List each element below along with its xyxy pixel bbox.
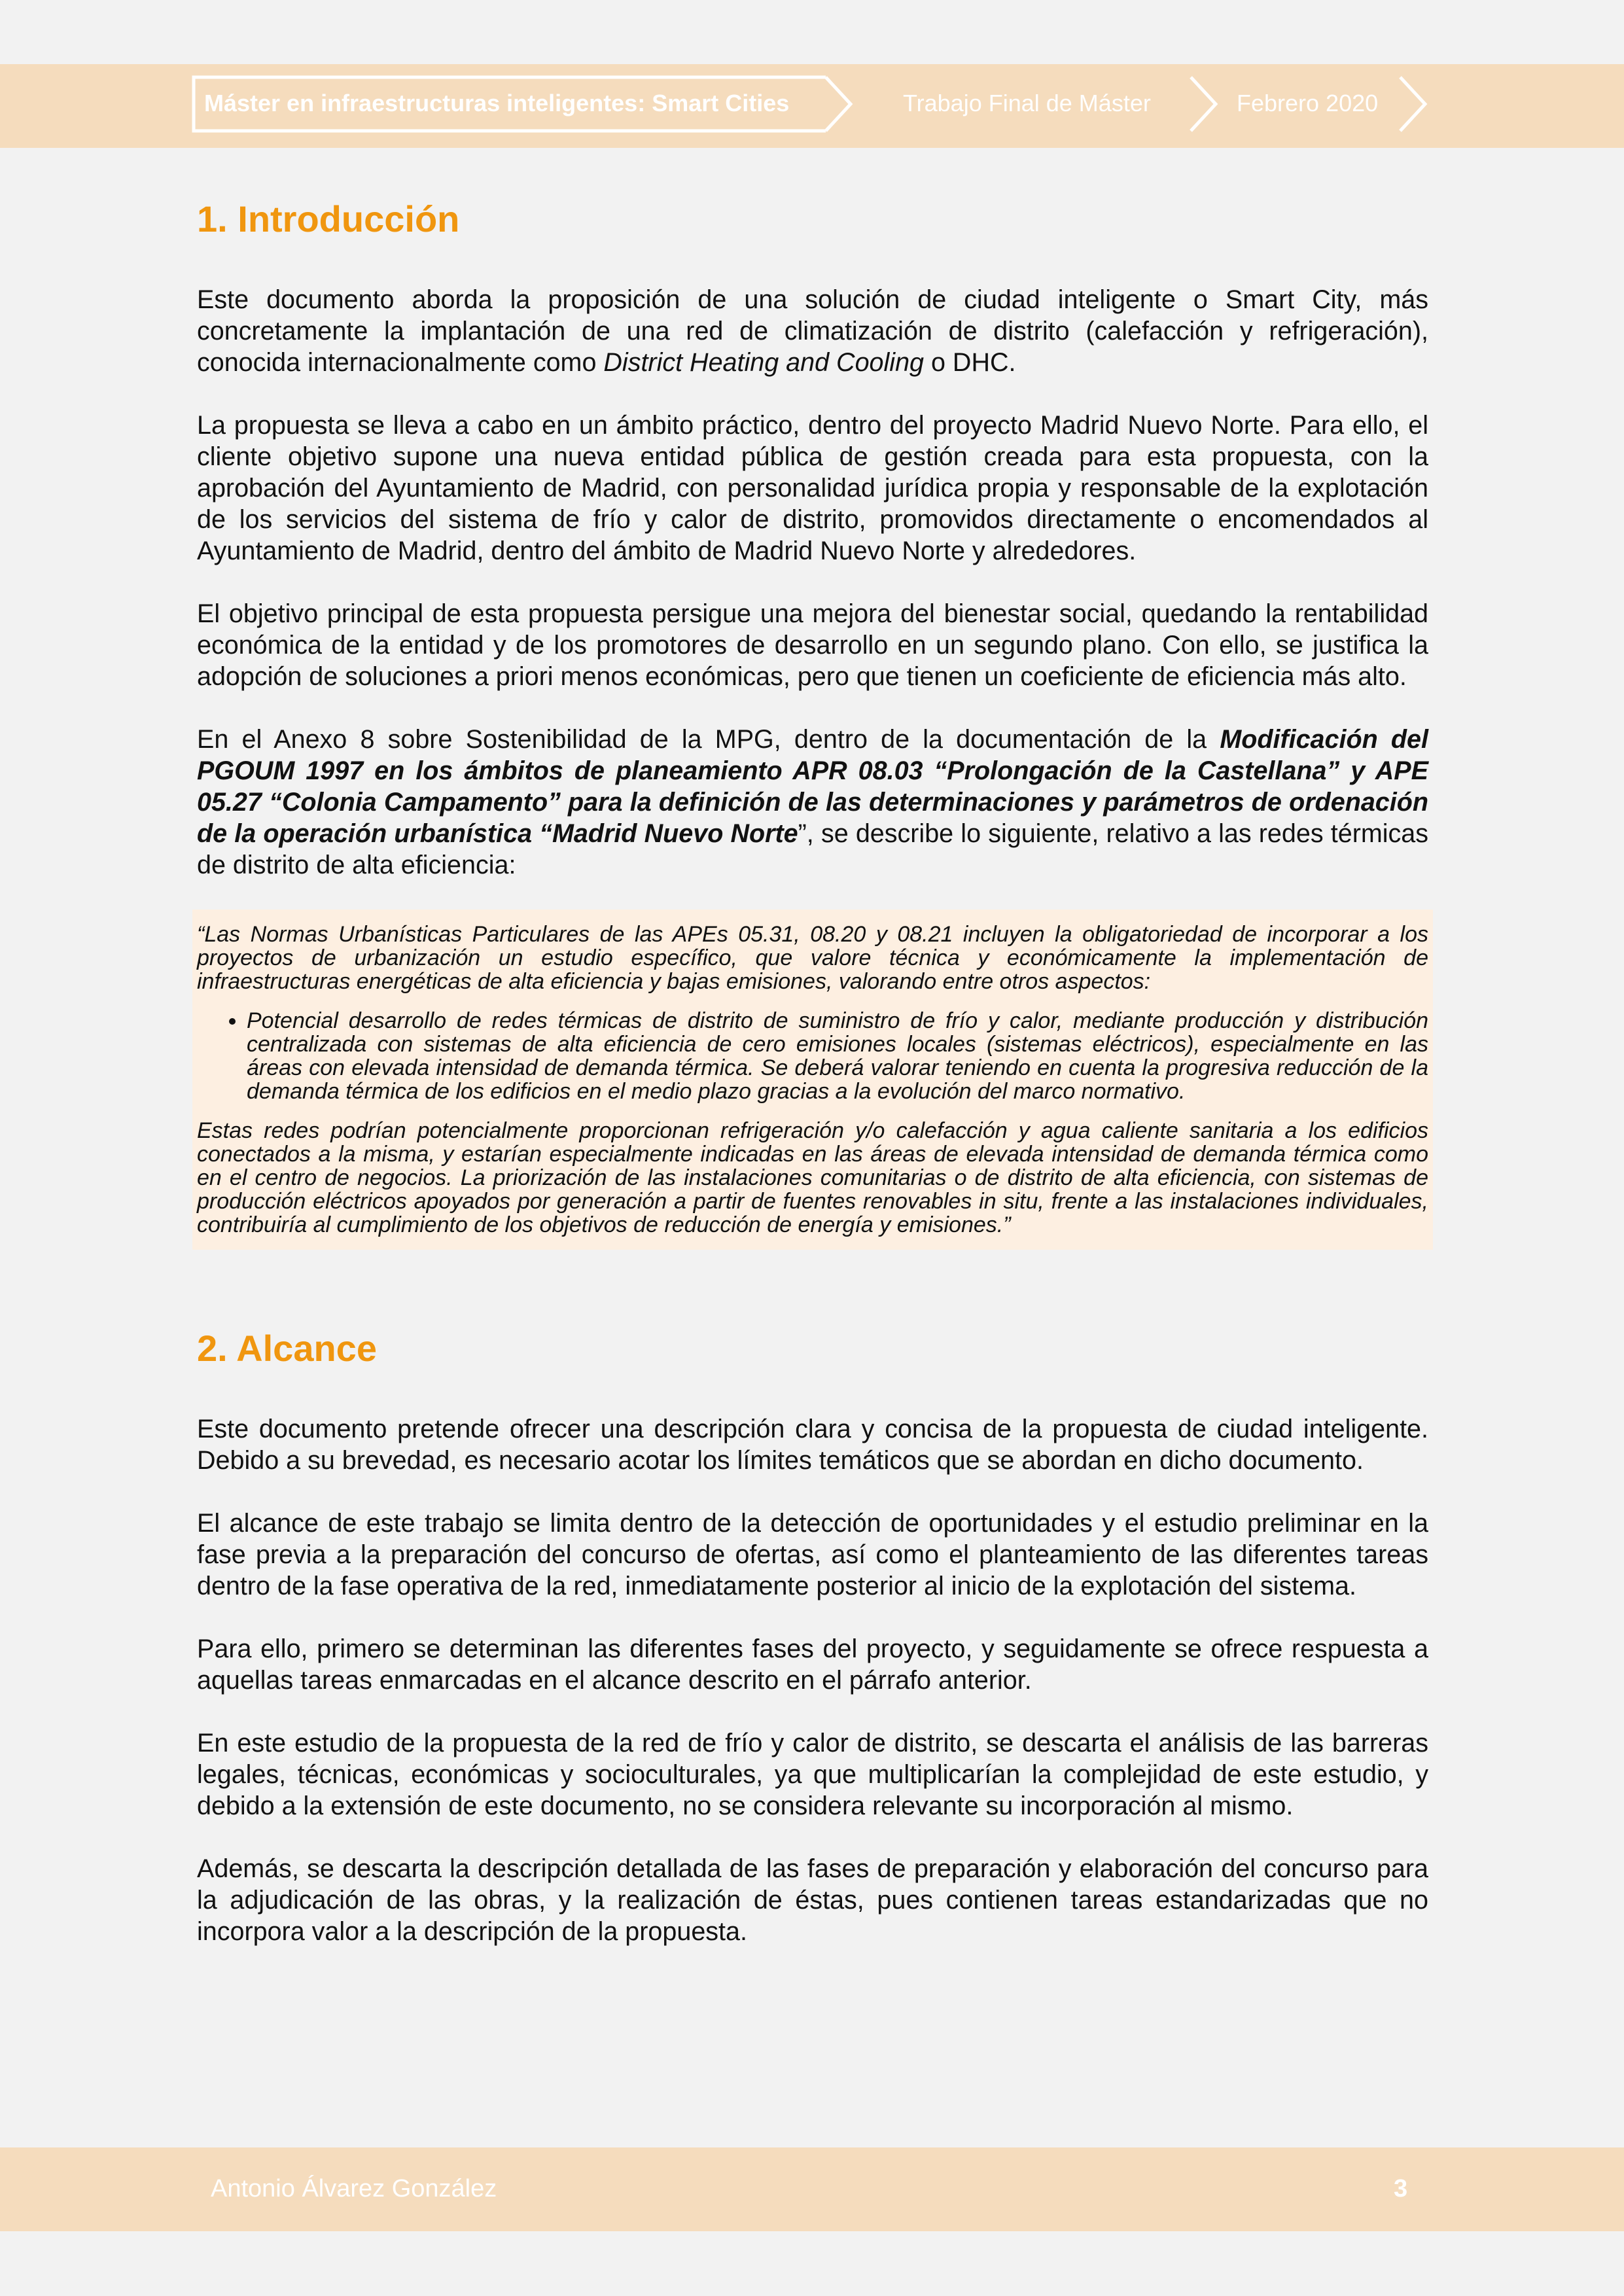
quote-paragraph-1: “Las Normas Urbanísticas Particulares de las APEs 05.31, 08.20 y 08.21 incluyen la obligatoriedad de incorporar a los proyectos de urbanización un estudio específico, que valore técnica y económicamente la implementación de infraestructuras energéticas de alta eficiencia y bajas emisiones, valorando entre otros aspectos: (197, 922, 1428, 994)
footer-author: Antonio Álvarez González (211, 2175, 497, 2202)
quote-box (192, 910, 1433, 1250)
alcance-paragraph-3: Para ello, primero se determinan las diferentes fases del proyecto, y seguidamente se ofrece respuesta a aquellas tareas enmarcadas en el alcance descrito en el párrafo anterior. (197, 1634, 1428, 1695)
alcance-paragraph-1: Este documento pretende ofrecer una descripción clara y concisa de la propuesta de ciudad inteligente. Debido a su brevedad, es necesario acotar los límites temáticos que se abordan en dicho documento. (197, 1415, 1428, 1475)
breadcrumb-item-date: Febrero 2020 (1237, 90, 1379, 116)
intro-p1-text: Este documento aborda la proposición de una solución de ciudad inteligente o Smart City, más concretamente la implantación de una red de climatización de distrito (calefacción y refrigeración), conocida internacionalmente como (197, 285, 1428, 377)
breadcrumb-item-program: Máster en infraestructuras inteligentes: Smart Cities (204, 90, 790, 116)
header-breadcrumb (0, 0, 1624, 148)
breadcrumb-chevron-1 (826, 77, 851, 131)
alcance-paragraph-4: En este estudio de la propuesta de la red de frío y calor de distrito, se descarta el análisis de las barreras legales, técnicas, económicas y socioculturales, ya que multiplicarían la complejidad de este estudio, y debido a la extensión de este documento, no se considera relevante su incorporación al mismo. (197, 1729, 1428, 1820)
section-title-alcance: 2. Alcance (197, 1328, 377, 1369)
intro-paragraph-3: El objetivo principal de esta propuesta persigue una mejora del bienestar social, quedando la rentabilidad económica de la entidad y de los promotores de desarrollo en un segundo plano. Con ello, se justifica la adopción de soluciones a priori menos económicas, pero que tienen un coeficiente de eficiencia más alto. (197, 599, 1428, 691)
page-number: 3 (1394, 2175, 1408, 2202)
breadcrumb-item-work: Trabajo Final de Máster (903, 90, 1151, 116)
quote-bullet: • Potencial desarrollo de redes térmicas de distrito de suministro de frío y calor, mediante producción y distribución centralizada con sistemas de alta eficiencia de cero emisiones locales (sistemas eléctricos), especialmente en las áreas con elevada intensidad de demanda térmica. Se deberá valorar teniendo en cuenta la progresiva reducción de la demanda térmica de los edificios en el medio plazo gracias a la evolución del marco normativo. (247, 1009, 1428, 1103)
section-title-introduccion: 1. Introducción (197, 198, 460, 239)
intro-paragraph-2: La propuesta se lleva a cabo en un ámbito práctico, dentro del proyecto Madrid Nuevo Norte. Para ello, el cliente objetivo supone una nueva entidad pública de gestión creada para esta propuesta, con la aprobación del Ayuntamiento de Madrid, con personalidad jurídica propia y responsable de la explotación de los servicios del sistema de frío y calor de distrito, promovidos directamente o encomendados al Ayuntamiento de Madrid, dentro del ámbito de Madrid Nuevo Norte y alrededores. (197, 411, 1428, 565)
intro-paragraph-4 (197, 724, 1428, 881)
quote-list (197, 1009, 1428, 1103)
intro-p4-tail: ”, se describe lo siguiente, relativo a las redes térmicas de distrito de alta eficiencia: (197, 819, 1428, 879)
quote-paragraph-2: Estas redes podrían potencialmente proporcionan refrigeración y/o calefacción y agua caliente sanitaria a los edificios conectados a la misma, y estarían especialmente indicadas en las áreas de elevada intensidad de demanda térmica como en el centro de negocios. La priorización de las instalaciones comunitarias o de distrito de alta eficiencia, con sistemas de producción eléctricos apoyados por generación a partir de fuentes renovables in situ, frente a las instalaciones individuales, contribuiría al cumplimiento de los objetivos de reducción de energía y emisiones.” (197, 1118, 1428, 1237)
alcance-paragraph-2: El alcance de este trabajo se limita dentro de la detección de oportunidades y el estudio preliminar en la fase previa a la preparación del concurso de ofertas, así como el planteamiento de las diferentes tareas dentro de la fase operativa de la red, inmediatamente posterior al inicio de la explotación del sistema. (197, 1509, 1428, 1600)
intro-paragraph-1 (197, 284, 1428, 378)
intro-p4-text: En el Anexo 8 sobre Sostenibilidad de la MPG, dentro de la documentación de la (197, 725, 1220, 754)
intro-p4-bold-italic: Modificación del PGOUM 1997 en los ámbitos de planeamiento APR 08.03 “Prolongación de la Castellana” y APE 05.27 “Colonia Campamento” para la definición de las determinaciones y parámetros de ordenación de la operación urbanística “Madrid Nuevo Norte (197, 725, 1428, 848)
intro-p1-italic: District Heating and Cooling (603, 348, 925, 377)
intro-p1-tail: o DHC. (924, 348, 1016, 377)
alcance-paragraph-5: Además, se descarta la descripción detallada de las fases de preparación y elaboración del concurso para la adjudicación de las obras, y la realización de éstas, pues contienen tareas estandarizadas que no incorpora valor a la descripción de la propuesta. (197, 1854, 1428, 1946)
breadcrumb-chevron-2 (1191, 77, 1216, 131)
page-content (197, 190, 1428, 1947)
breadcrumb-chevron-3 (1400, 77, 1425, 131)
